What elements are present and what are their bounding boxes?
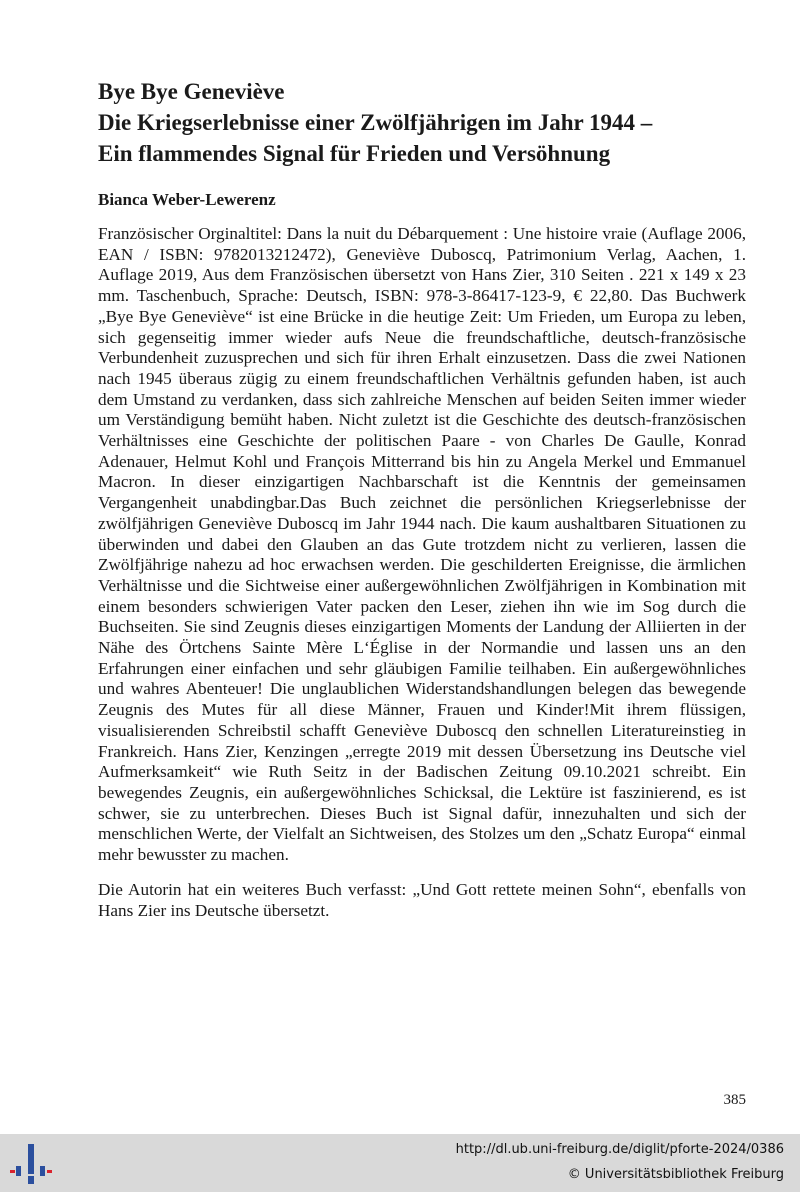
title-line-3: Ein flammendes Signal für Frieden und Versöhnung — [98, 141, 611, 166]
footer-url-link[interactable]: http://dl.ub.uni-freiburg.de/diglit/pforte-2024/0386 — [455, 1142, 784, 1157]
author-name: Bianca Weber-Lewerenz — [98, 190, 276, 209]
title-line-2: Die Kriegserlebnisse einer Zwölfjährigen im Jahr 1944 – — [98, 110, 653, 135]
body-paragraph-2: Die Autorin hat ein weiteres Buch verfasst: „Und Gott rettete meinen Sohn“, ebenfalls von Hans Zier ins Deutsche übersetzt. — [98, 879, 746, 920]
article-body — [98, 224, 746, 935]
page-number: 385 — [723, 1092, 746, 1108]
title-line-1: Bye Bye Geneviève — [98, 79, 285, 104]
ub-freiburg-logo-icon — [10, 1140, 54, 1186]
library-footer — [0, 1134, 800, 1192]
body-paragraph-1: Französischer Orginaltitel: Dans la nuit du Débarquement : Une histoire vraie (Auflage 2006, EAN / ISBN: 9782013212472), Geneviève Duboscq, Patrimonium Verlag, Aachen, 1. Auflage 2019, Aus dem Französischen übersetzt von Hans Zier, 310 Seiten . 221 x 149 x 23 mm. Taschenbuch, Sprache: Deutsch, ISBN: 978-3-86417-123-9, € 22,80. Das Buchwerk „Bye Bye Geneviève“ ist eine Brücke in die heutige Zeit: Um Frieden, um Europa zu leben, sich gegenseitig immer wieder aufs Neue die freundschaftliche, deutsch-französische Verbundenheit zuzusprechen und sich für ihren Erhalt einzusetzen. Dass die zwei Nationen nach 1945 überaus zügig zu einem freundschaftlichen Verhältnis gefunden haben, ist auch dem Umstand zu verdanken, dass sich zahlreiche Menschen auf beiden Seiten immer wieder um Verständigung bemüht haben. Nicht zuletzt ist die Geschichte des deutsch-französischen Verhältnisses eine Geschichte der politischen Paare - von Charles De Gaulle, Konrad Adenauer, Helmut Kohl und François Mitterrand bis hin zu Angela Merkel und Emmanuel Macron. In dieser einzigartigen Nachbarschaft ist die Kenntnis der gemeinsamen Vergangenheit unabdingbar.Das Buch zeichnet die persönlichen Kriegserlebnisse der zwölfjährigen Geneviève Duboscq im Jahr 1944 nach. Die kaum aushaltbaren Situationen zu überwinden und dabei den Glauben an das Gute trotzdem nicht zu verlieren, lassen die Zwölfjährige nahezu ad hoc erwachsen werden. Die geschilderten Ereignisse, die ärmlichen Verhältnisse und die Sichtweise einer außergewöhnlichen Zwölfjährigen in Kombination mit einem besonders schwierigen Vater packen den Leser, ziehen ihn wie im Sog durch die Buchseiten. Sie sind Zeugnis dieses einzigartigen Moments der Landung der Alliierten in der Nähe des Örtchens Sainte Mère L‘Église in der Normandie und lassen uns an den Erfahrungen einer einfachen und sehr gläubigen Familie teilhaben. Ein außergewöhnliches und wahres Abenteuer! Die unglaublichen Widerstandshandlungen belegen das bewegende Zeugnis des Mutes für all diese Männer, Frauen und Kinder!Mit ihrem flüssigen, visualisierenden Schreibstil schafft Geneviève Duboscq den schnellen Literatureinstieg in Frankreich. Hans Zier, Kenzingen „erregte 2019 mit dessen Übersetzung ins Deutsche viel Aufmerksamkeit“ wie Ruth Seitz in der Badischen Zeitung 09.10.2021 schreibt. Ein bewegendes Zeugnis, ein außergewöhnliches Schicksal, die Lektüre ist faszinierend, es ist schwer, sie zu unterbrechen. Dieses Buch ist Signal dafür, innezuhalten und sich der menschlichen Werte, der Vielfalt an Sichtweisen, des Stolzes um den „Schatz Europa“ einmal mehr bewusster zu machen. — [98, 224, 746, 865]
article-title — [98, 76, 778, 169]
footer-copyright: © Universitätsbibliothek Freiburg — [567, 1167, 784, 1182]
